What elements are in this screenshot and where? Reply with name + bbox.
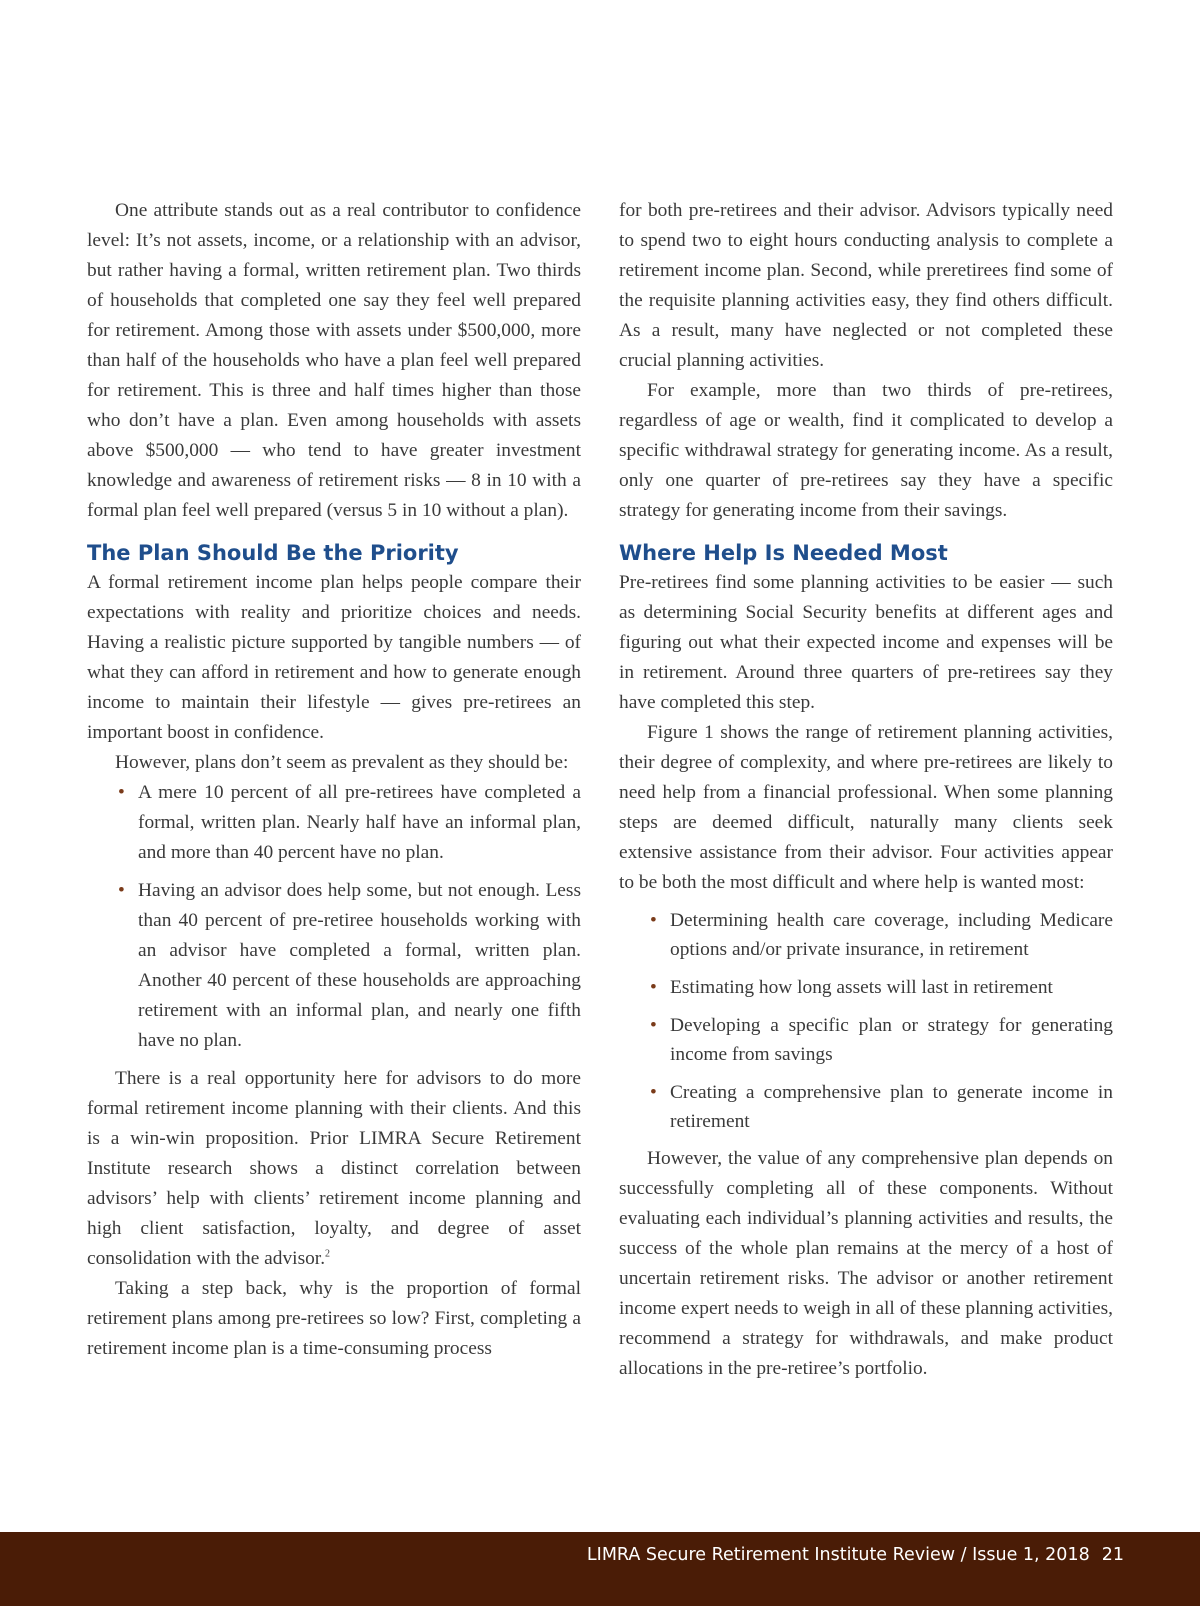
right-column <box>619 196 1113 1384</box>
list-item <box>619 1078 1113 1136</box>
list-item <box>87 778 581 868</box>
bullet-icon: • <box>650 977 657 998</box>
paragraph-plans-prevalence: However, plans don’t seem as prevalent as they should be: <box>115 752 569 773</box>
bullet-icon: • <box>650 1015 657 1036</box>
footer-text <box>587 1545 1124 1565</box>
paragraph-easier-activities: Pre-retirees find some planning activities to be easier — such as determining Social Security benefits at different ages and figuring out what their expected income and expenses will be in retirement. Around three quarters of pre-retirees say they have completed this step. <box>619 572 1113 713</box>
publication-title: LIMRA Secure Retirement Institute Review / Issue 1, 2018 <box>586 1545 1090 1565</box>
paragraph-formal-plan: A formal retirement income plan helps people compare their expectations with reality and prioritize choices and needs. Having a realistic picture supported by tangible numbers — of what they can afford in retirement and how to generate enough income to maintain their lifestyle — gives pre-retirees an important boost in confidence. <box>87 572 581 743</box>
bullet-icon: • <box>118 880 125 901</box>
list-item <box>619 973 1113 1002</box>
bullet-icon: • <box>650 1082 657 1103</box>
list-item <box>87 876 581 1056</box>
paragraph-opportunity-text: There is a real opportunity here for advisors to do more formal retirement income planning with their clients. And this is a win-win proposition. Prior LIMRA Secure Retirement Institute research shows a distinct correlation between advisors’ help with clients’ retirement income planning and high client satisfaction, loyalty, and degree of asset consolidation with the advisor. <box>87 1068 581 1269</box>
left-column <box>87 196 581 1364</box>
paragraph-advisor-time: for both pre-retirees and their advisor. Advisors typically need to spend two to eight hours conducting analysis to complete a retirement income plan. Second, while preretirees find some of the requisite planning activities easy, they find others difficult. As a result, many have neglected or not completed these crucial planning activities. <box>619 200 1113 371</box>
list-item-text: A mere 10 percent of all pre-retirees have completed a formal, written plan. Nearly half have an informal plan, and more than 40 percent have no plan. <box>138 782 581 863</box>
list-item-text: Estimating how long assets will last in retirement <box>670 977 1053 998</box>
list-item <box>619 1011 1113 1069</box>
bullet-icon: • <box>650 910 657 931</box>
bullet-icon: • <box>118 782 125 803</box>
paragraph-opportunity <box>87 1064 581 1274</box>
list-item-text: Having an advisor does help some, but not enough. Less than 40 percent of pre-retiree households working with an advisor have completed a formal, written plan. Another 40 percent of these households are approaching retirement with an informal plan, and nearly one fifth have no plan. <box>138 880 581 1051</box>
heading-plan-priority: The Plan Should Be the Priority <box>87 541 459 565</box>
list-item <box>619 906 1113 964</box>
paragraph-figure-reference: Figure 1 shows the range of retirement planning activities, their degree of complexity, and where pre-retirees are likely to need help from a financial professional. When some planning steps are deemed difficult, naturally many clients seek extensive assistance from their advisor. Four activities appear to be both the most difficult and where help is wanted most: <box>619 722 1113 893</box>
paragraph-step-back: Taking a step back, why is the proportion of formal retirement plans among pre-retirees so low? First, completing a retirement income plan is a time-consuming process <box>87 1278 581 1359</box>
paragraph-comprehensive-value: However, the value of any comprehensive plan depends on successfully completing all of these components. Without evaluating each individual’s planning activities and results, the success of the whole plan remains at the mercy of a host of uncertain retirement risks. The advisor or another retirement income expert needs to weigh in all of these planning activities, recommend a strategy for withdrawals, and make product allocations in the pre-retiree’s portfolio. <box>619 1148 1113 1379</box>
page-footer <box>0 1532 1200 1606</box>
bullet-list-difficult-activities <box>619 906 1113 1136</box>
bullet-list-plan-stats <box>87 778 581 1056</box>
paragraph-example: For example, more than two thirds of pre-retirees, regardless of age or wealth, find it complicated to develop a specific withdrawal strategy for generating income. As a result, only one quarter of pre-retirees say they have a specific strategy for generating income from their savings. <box>619 380 1113 521</box>
list-item-text: Creating a comprehensive plan to generate income in retirement <box>670 1082 1113 1132</box>
list-item-text: Determining health care coverage, including Medicare options and/or private insurance, in retirement <box>670 910 1113 960</box>
paragraph-confidence: One attribute stands out as a real contributor to confidence level: It’s not assets, income, or a relationship with an advisor, but rather having a formal, written retirement plan. Two thirds of households that completed one say they feel well prepared for retirement. Among those with assets under $500,000, more than half of the households who have a plan feel well prepared for retirement. This is three and half times higher than those who don’t have a plan. Even among households with assets above $500,000 — who tend to have greater investment knowledge and awareness of retirement risks — 8 in 10 with a formal plan feel well prepared (versus 5 in 10 without a plan). <box>87 200 581 521</box>
list-item-text: Developing a specific plan or strategy for generating income from savings <box>670 1015 1113 1065</box>
footnote-ref: 2 <box>325 1248 331 1260</box>
heading-help-needed: Where Help Is Needed Most <box>619 541 948 565</box>
page-number: 21 <box>1101 1545 1124 1565</box>
